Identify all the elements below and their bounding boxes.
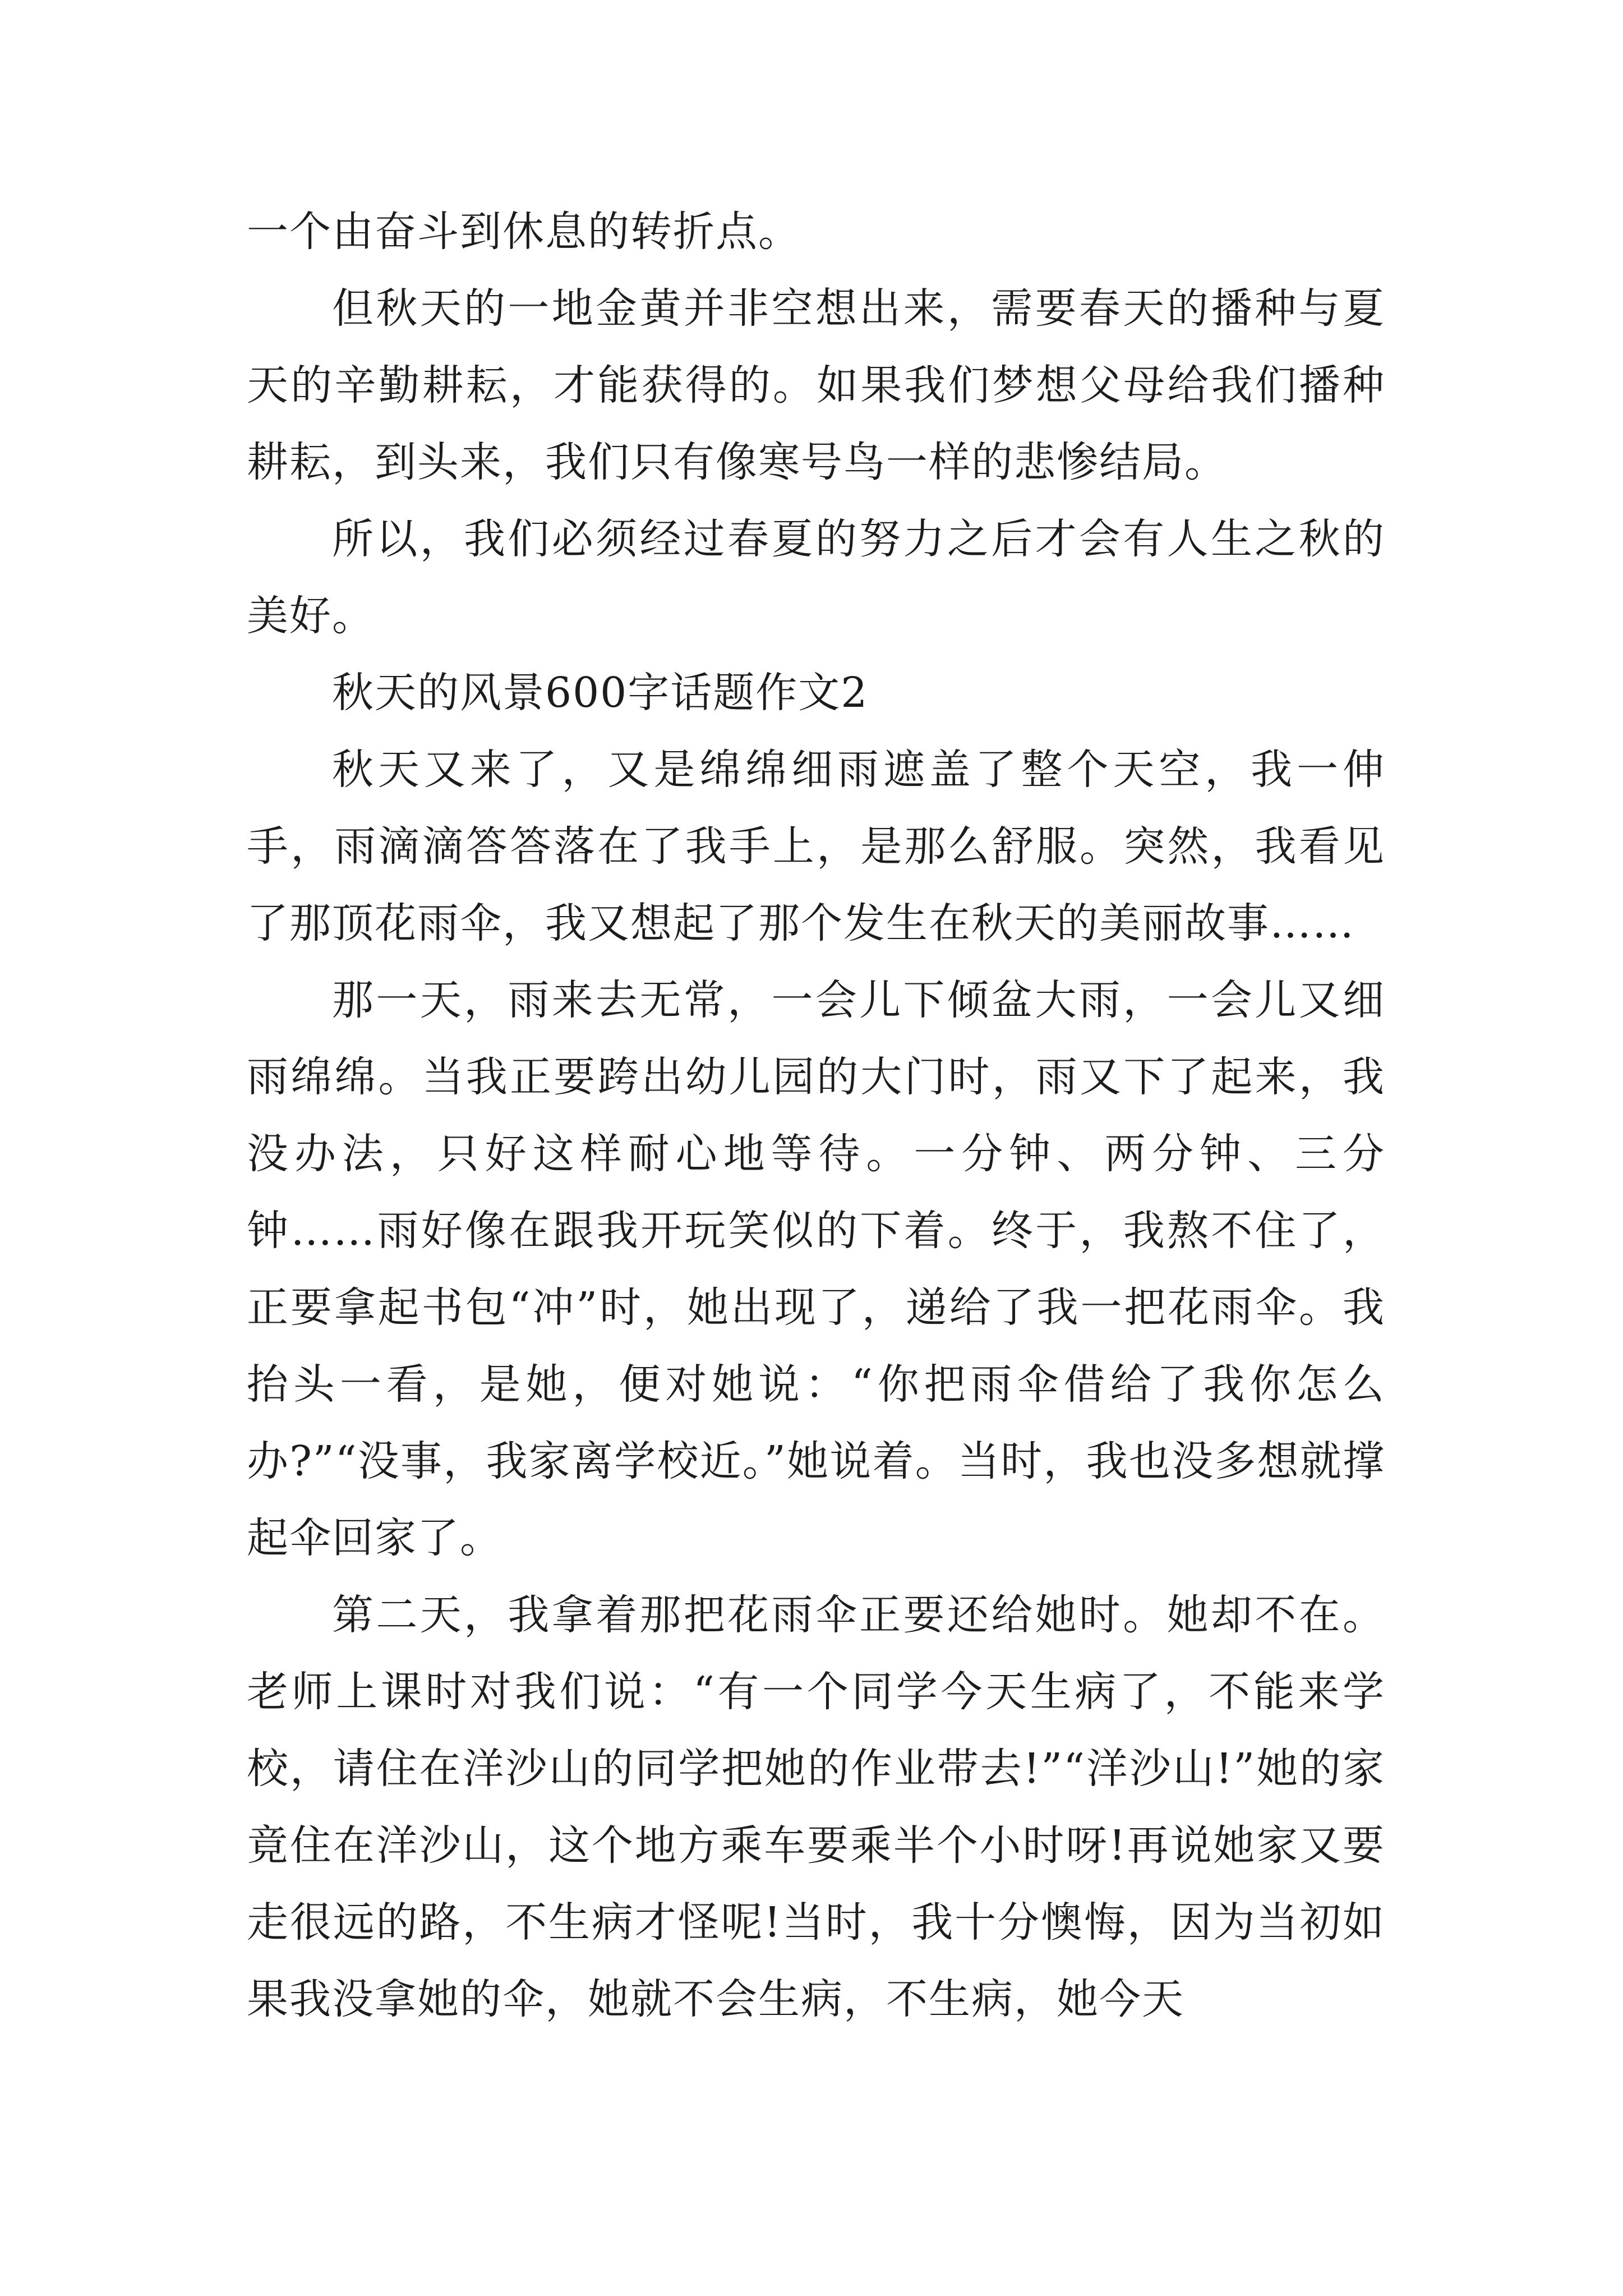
paragraph-1: 一个由奋斗到休息的转折点。 bbox=[247, 208, 801, 256]
paragraph-4: 秋天又来了，又是绵绵细雨遮盖了整个天空，我一伸手，雨滴滴答答落在了我手上，是那么舒服。突然，我看见了那顶花雨伞，我又想起了那个发生在秋天的美丽故事…… bbox=[247, 746, 1385, 947]
paragraph-5: 那一天，雨来去无常，一会儿下倾盆大雨，一会儿又细雨绵绵。当我正要跨出幼儿园的大门时，雨又下了起来，我没办法，只好这样耐心地等待。一分钟、两分钟、三分钟……雨好像在跟我开玩笑似的下着。终于，我熬不住了，正要拿起书包“冲”时，她出现了，递给了我一把花雨伞。我抬头一看，是她，便对她说：“你把雨伞借给了我你怎么办?”“没事，我家离学校近。”她说着。当时，我也没多想就撑起伞回家了。 bbox=[247, 976, 1385, 1562]
paragraph-6: 第二天，我拿着那把花雨伞正要还给她时。她却不在。老师上课时对我们说：“有一个同学今天生病了，不能来学校，请住在洋沙山的同学把她的作业带去!”“洋沙山!”她的家竟住在洋沙山，这个地方乘车要乘半个小时呀!再说她家又要走很远的路，不生病才怪呢!当时，我十分懊悔，因为当初如果我没拿她的伞，她就不会生病，不生病，她今天 bbox=[247, 1591, 1385, 2023]
essay-title: 秋天的风景600字话题作文2 bbox=[332, 669, 869, 717]
paragraph-2: 但秋天的一地金黄并非空想出来，需要春天的播种与夏天的辛勤耕耘，才能获得的。如果我们梦想父母给我们播种耕耘，到头来，我们只有像寒号鸟一样的悲惨结局。 bbox=[247, 284, 1385, 486]
document-body bbox=[247, 194, 1385, 2038]
paragraph-3: 所以，我们必须经过春夏的努力之后才会有人生之秋的美好。 bbox=[247, 515, 1385, 640]
